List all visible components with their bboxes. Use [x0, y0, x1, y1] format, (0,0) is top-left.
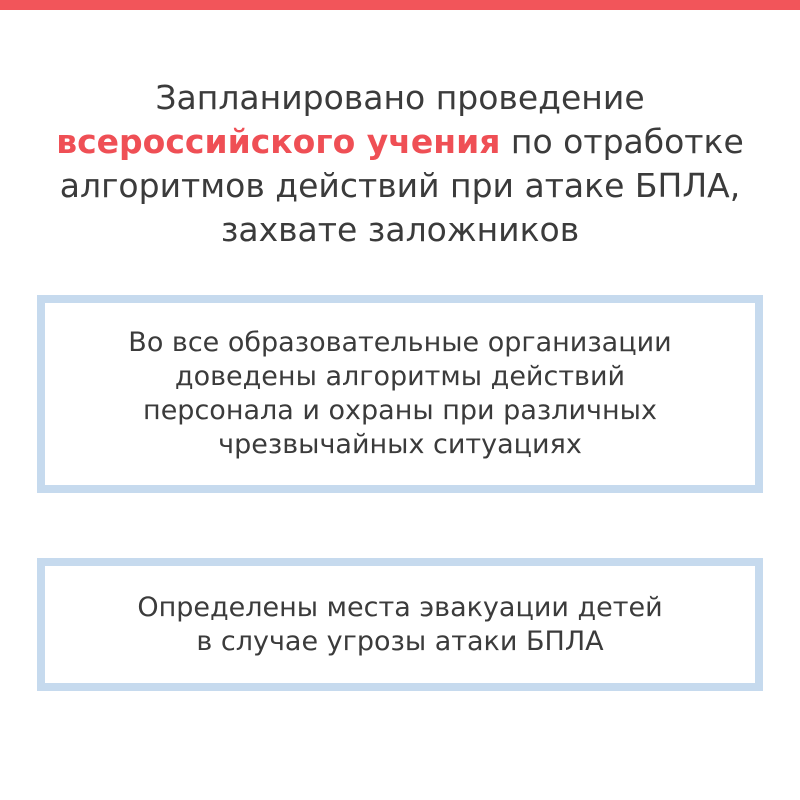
info-card-text	[128, 326, 671, 462]
top-accent-bar	[0, 0, 800, 10]
headline	[40, 76, 760, 252]
info-card-line: доведены алгоритмы действий	[174, 361, 626, 392]
headline-accent: всероссийского учения	[56, 122, 501, 161]
info-card-line: в случае угрозы атаки БПЛА	[196, 625, 604, 657]
headline-line-4: захвате заложников	[220, 210, 580, 249]
headline-line-2-rest: по отработке	[500, 122, 744, 161]
info-card-evacuation	[37, 558, 763, 691]
info-card-algorithms	[37, 295, 763, 493]
headline-line-1: Запланировано проведение	[155, 78, 645, 117]
headline-line-3: алгоритмов действий при атаке БПЛА,	[59, 166, 741, 205]
info-card-line: чрезвычайных ситуациях	[218, 429, 582, 460]
info-card-text	[137, 591, 662, 659]
info-card-line: Определены места эвакуации детей	[137, 591, 663, 623]
info-card-line: Во все образовательные организации	[128, 327, 672, 358]
info-card-line: персонала и охраны при различных	[143, 395, 657, 426]
